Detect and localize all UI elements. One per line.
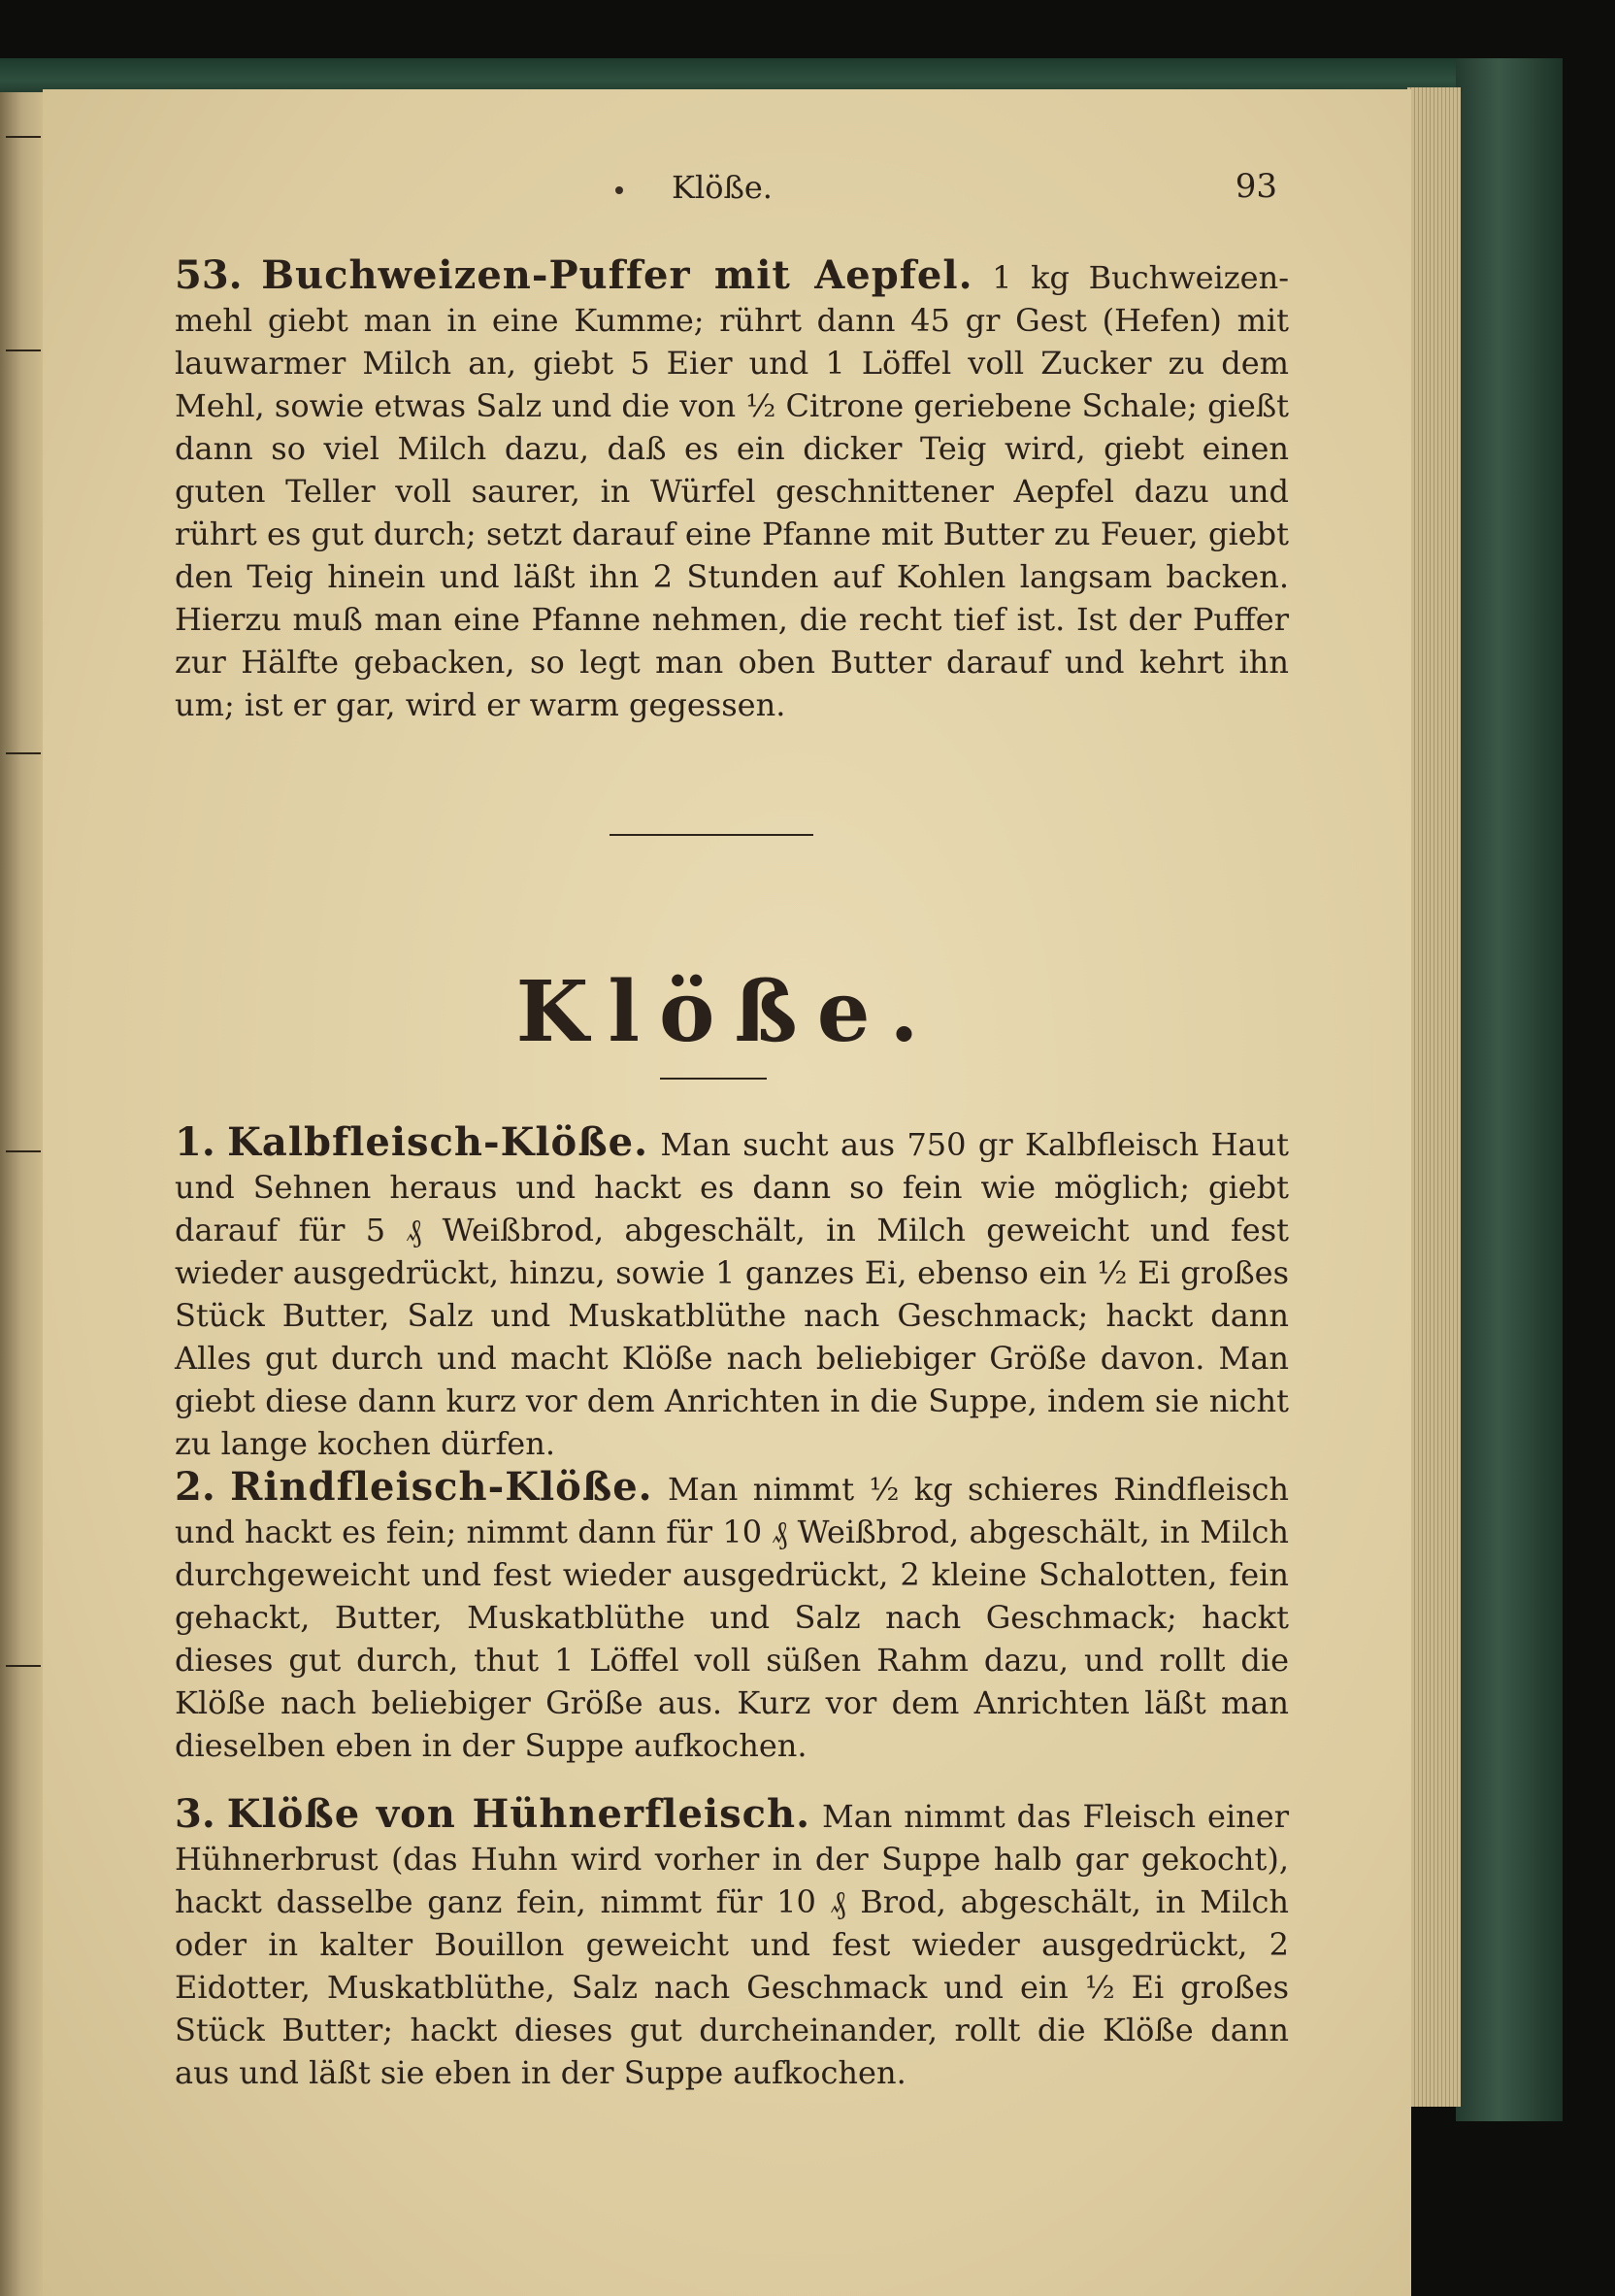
- binding-mark: [6, 1150, 41, 1152]
- binding-mark: [6, 1665, 41, 1667]
- recipe-3: [175, 1793, 1289, 2094]
- binding-mark: [6, 136, 41, 138]
- recipe-number: 53.: [175, 252, 243, 298]
- recipe-number: 3.: [175, 1791, 215, 1837]
- recipe-body: 1 kg Buchweizen-mehl giebt man in eine Kumme; rührt dann 45 gr Gest (Hefen) mit lauwarmer Milch an, giebt 5 Eier und 1 Löffel voll Zucker zu dem Mehl, sowie etwas Salz und die von ½ Citrone geriebene Schale; gießt dann so viel Milch dazu, daß es ein dicker Teig wird, giebt einen guten Teller voll saurer, in Würfel geschnittener Aepfel dazu und rührt es gut durch; setzt darauf eine Pfanne mit Butter zu Feuer, giebt den Teig hinein und läßt ihn 2 Stunden auf Kohlen langsam backen. Hierzu muß man eine Pfanne nehmen, die recht tief ist. Ist der Puffer zur Hälfte gebacken, so legt man oben Butter darauf und kehrt ihn um; ist er gar, wird er warm gegessen.: [175, 259, 1290, 723]
- section-divider: [610, 834, 813, 836]
- running-title: Klöße.: [672, 169, 773, 206]
- book-cover-spine: [1456, 58, 1563, 2121]
- recipe-number: 1.: [175, 1119, 215, 1165]
- page-number: 93: [1235, 167, 1277, 206]
- recipe-title: Rindfleisch-Klöße.: [230, 1464, 653, 1510]
- recipe-1: [175, 1121, 1289, 1465]
- recipe-title: Kalbfleisch-Klöße.: [227, 1119, 648, 1165]
- book-page: [43, 89, 1411, 2296]
- recipe-title: Buchweizen-Puffer mit Aepfel.: [261, 252, 973, 298]
- section-heading: Klöße.: [515, 963, 939, 1061]
- binding-mark: [6, 752, 41, 754]
- recipe-title: Klöße von Hühnerfleisch.: [226, 1791, 811, 1837]
- binding-mark: [6, 349, 41, 351]
- ink-dot: [615, 186, 623, 194]
- previous-page-edge: [0, 92, 45, 2296]
- recipe-body: Man sucht aus 750 gr Kalbfleisch Haut und Sehnen heraus und hackt es dann so fein wie möglich; giebt darauf für 5 ₰ Weißbrod, abgeschält, in Milch geweicht und fest wieder ausgedrückt, hinzu, sowie 1 ganzes Ei, ebenso ein ½ Ei großes Stück Butter, Salz und Muskatblüthe nach Geschmack; hackt dann Alles gut durch und macht Klöße nach beliebiger Größe davon. Man giebt diese dann kurz vor dem Anrichten in die Suppe, indem sie nicht zu lange kochen dürfen.: [175, 1126, 1290, 1462]
- recipe-2: [175, 1466, 1289, 1767]
- page-header: [43, 167, 1411, 225]
- recipe-body: Man nimmt das Fleisch einer Hühnerbrust (das Huhn wird vorher in der Suppe halb gar gekocht), hackt dasselbe ganz fein, nimmt für 10 ₰ Brod, abgeschält, in Milch oder in kalter Bouillon geweicht und fest wieder ausgedrückt, 2 Eidotter, Muskatblüthe, Salz nach Geschmack und ein ½ Ei großes Stück Butter; hackt dieses gut durcheinander, rollt die Klöße dann aus und läßt sie eben in der Suppe aufkochen.: [175, 1798, 1290, 2091]
- heading-underline: [660, 1078, 767, 1080]
- recipe-53: [175, 254, 1289, 726]
- recipe-body: Man nimmt ½ kg schieres Rindfleisch und hackt es fein; nimmt dann für 10 ₰ Weißbrod, abgeschält, in Milch durchgeweicht und fest wieder ausgedrückt, 2 kleine Schalotten, fein gehackt, Butter, Muskatblüthe und Salz nach Geschmack; hackt dieses gut durch, thut 1 Löffel voll süßen Rahm dazu, und rollt die Klöße nach beliebiger Größe aus. Kurz vor dem Anrichten läßt man dieselben eben in der Suppe aufkochen.: [175, 1471, 1290, 1764]
- page-edges: [1407, 87, 1461, 2107]
- recipe-number: 2.: [175, 1464, 215, 1510]
